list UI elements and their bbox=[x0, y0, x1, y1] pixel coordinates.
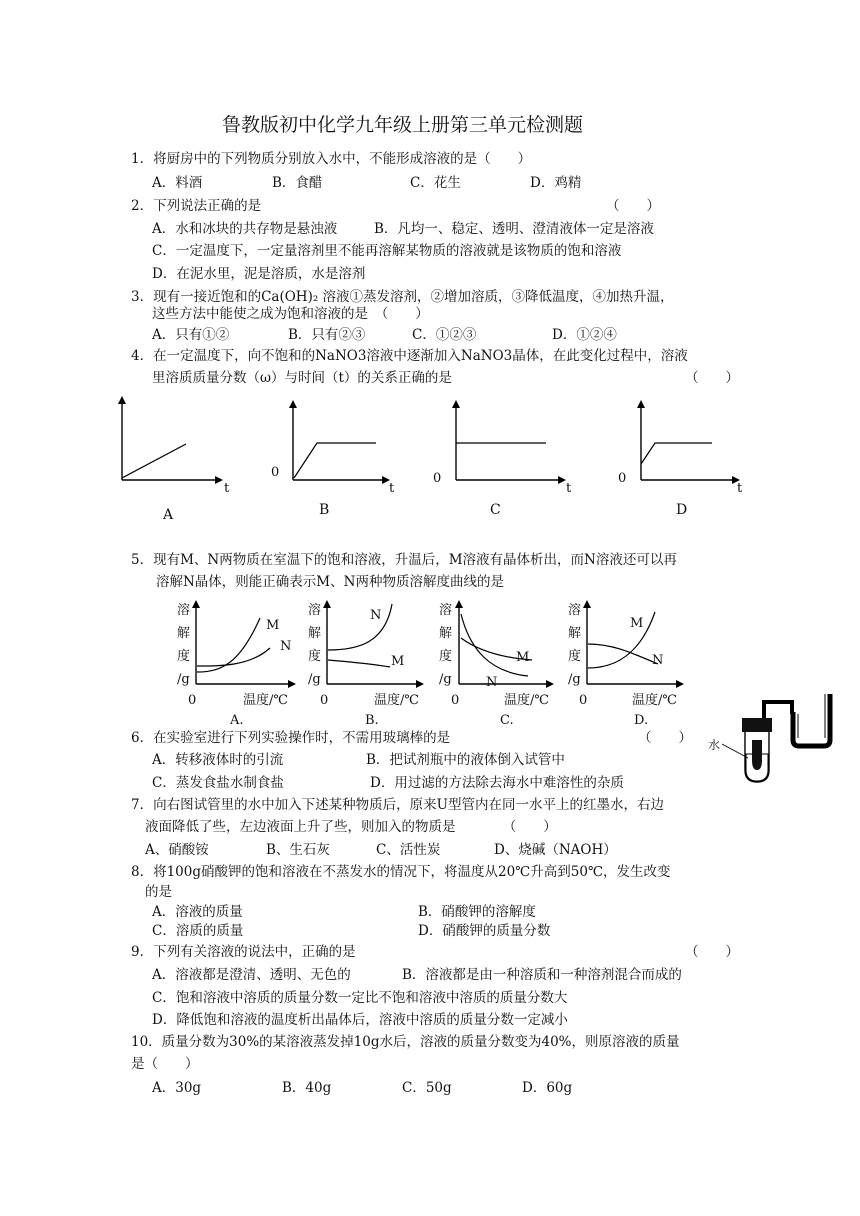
q5d-xlabel: 温度/℃ bbox=[632, 693, 677, 708]
page-title: 鲁教版初中化学九年级上册第三单元检测题 bbox=[222, 114, 584, 136]
q8-stem-line2: 的是 bbox=[145, 884, 172, 900]
apparatus-diagram bbox=[708, 694, 830, 782]
q5c-letter: C. bbox=[500, 713, 514, 728]
q4d-letter: D bbox=[676, 502, 688, 518]
q8-stem: 8．将100g硝酸钾的饱和溶液在不蒸发水的情况下，将温度从20℃升高到50℃，发生改变 bbox=[131, 864, 671, 880]
water-label: 水 bbox=[708, 738, 721, 752]
q10-stem: 10．质量分数为30%的某溶液蒸发掉10g水后，溶液的质量分数变为40%，则原溶液的质量 bbox=[131, 1034, 680, 1050]
q5b-y-arrow bbox=[323, 600, 331, 608]
q10-stem-line2: 是（ ） bbox=[131, 1056, 199, 1072]
q5a-origin: 0 bbox=[188, 693, 197, 708]
q5-graph-a bbox=[177, 600, 296, 728]
q5a-y4: /g bbox=[177, 672, 190, 687]
q6-stem: 6．在实验室进行下列实验操作时，不需用玻璃棒的是 bbox=[131, 730, 451, 746]
q5-graph-d bbox=[568, 600, 684, 728]
q4a-t-label: t bbox=[224, 481, 230, 496]
q8-option-b: B．硝酸钾的溶解度 bbox=[418, 904, 536, 920]
q8-option-a: A．溶液的质量 bbox=[152, 904, 243, 920]
q3-option-a: A．只有①② bbox=[152, 327, 230, 343]
q7-stem-line2: 液面降低了些，左边液面上升了些，则加入的物质是 （ ） bbox=[145, 819, 557, 835]
q5b-xlabel: 温度/℃ bbox=[374, 693, 419, 708]
q5a-letter: A. bbox=[230, 713, 244, 728]
q5b-origin: 0 bbox=[320, 693, 329, 708]
q1-option-a: A．料酒 bbox=[152, 175, 203, 191]
q5c-y2: 解 bbox=[439, 626, 453, 641]
q10-option-a: A．30g bbox=[152, 1080, 202, 1096]
q5c-y1: 溶 bbox=[439, 603, 453, 618]
q5b-y2: 解 bbox=[308, 626, 322, 641]
q9-option-b: B．溶液都是由一种溶质和一种溶剂混合而成的 bbox=[402, 967, 682, 983]
q10-option-c: C．50g bbox=[402, 1080, 452, 1096]
u-tube bbox=[793, 694, 830, 746]
q5a-label-m: M bbox=[266, 618, 280, 633]
q6-option-c: C．蒸发食盐水制食盐 bbox=[152, 775, 284, 791]
q5a-xlabel: 温度/℃ bbox=[243, 693, 288, 708]
q5b-y3: 度 bbox=[308, 649, 322, 664]
q5b-label-m: M bbox=[391, 654, 405, 669]
q5c-label-m: M bbox=[516, 650, 530, 665]
q5d-label-n: N bbox=[652, 653, 664, 668]
q9-option-a: A．溶液都是澄清、透明、无色的 bbox=[152, 967, 351, 983]
q2-option-b: B．凡均一、稳定、透明、澄清液体一定是溶液 bbox=[374, 221, 654, 237]
q3-stem-line2: 这些方法中能使之成为饱和溶液的是 （ ） bbox=[152, 306, 429, 322]
q4c-letter: C bbox=[490, 502, 501, 518]
q4-stem: 4．在一定温度下，向不饱和的NaNO3溶液中逐渐加入NaNO3晶体，在此变化过程中，溶液 bbox=[131, 348, 688, 364]
q5d-curve-m bbox=[588, 612, 655, 668]
q4b-letter: B bbox=[319, 502, 330, 518]
q8-option-c: C．溶质的质量 bbox=[152, 923, 244, 939]
q5c-y3: 度 bbox=[439, 649, 453, 664]
q5b-y4: /g bbox=[308, 672, 321, 687]
q4c-t-label: t bbox=[566, 481, 572, 496]
q5-graph-c bbox=[439, 600, 554, 728]
q5d-letter: D. bbox=[634, 713, 649, 728]
q10-option-b: B．40g bbox=[282, 1080, 332, 1096]
q9-stem: 9．下列有关溶液的说法中，正确的是 bbox=[131, 944, 356, 960]
q5a-curve-m bbox=[197, 618, 260, 672]
q5a-curve-n bbox=[197, 648, 270, 666]
q6-option-b: B．把试剂瓶中的液体倒入试管中 bbox=[366, 752, 565, 768]
q1-option-d: D．鸡精 bbox=[530, 175, 582, 191]
q4-paren: （ ） bbox=[685, 370, 739, 386]
inner-tube bbox=[752, 740, 762, 770]
q5b-label-n: N bbox=[370, 608, 382, 623]
q2-option-d: D．在泥水里，泥是溶质，水是溶剂 bbox=[152, 266, 366, 282]
q4a-letter: A bbox=[163, 507, 174, 523]
q5a-y1: 溶 bbox=[177, 603, 191, 618]
q5b-letter: B. bbox=[365, 713, 379, 728]
q5d-origin: 0 bbox=[579, 693, 588, 708]
q9-paren: （ ） bbox=[685, 944, 739, 960]
q5d-y4: /g bbox=[568, 672, 581, 687]
q3-option-d: D．①②④ bbox=[552, 327, 617, 343]
q1-stem: 1．将厨房中的下列物质分别放入水中，不能形成溶液的是（ ） bbox=[131, 151, 532, 167]
q5d-y2: 解 bbox=[568, 626, 582, 641]
q10-option-d: D．60g bbox=[522, 1080, 573, 1096]
q5-stem-line2: 溶解N晶体，则能正确表示M、N两种物质溶解度曲线的是 bbox=[156, 574, 504, 590]
q7-option-c: C、活性炭 bbox=[376, 842, 441, 858]
q5-graph-b bbox=[308, 600, 424, 728]
q5a-x-arrow bbox=[288, 680, 296, 688]
q9-option-c: C．饱和溶液中溶质的质量分数一定比不饱和溶液中溶质的质量分数大 bbox=[152, 990, 568, 1006]
q5b-x-arrow bbox=[416, 680, 424, 688]
q5d-label-m: M bbox=[630, 616, 644, 631]
q5-stem: 5．现有M、N两物质在室温下的饱和溶液，升温后，M溶液有晶体析出，而N溶液还可以再 bbox=[131, 552, 677, 568]
q2-option-c: C．一定温度下，一定量溶剂里不能再溶解某物质的溶液就是该物质的饱和溶液 bbox=[152, 243, 622, 259]
q6-option-a: A．转移液体时的引流 bbox=[152, 752, 284, 768]
q5d-x-arrow bbox=[676, 680, 684, 688]
q8-option-d: D．硝酸钾的质量分数 bbox=[418, 923, 551, 939]
q7-option-d: D、烧碱（NAOH） bbox=[494, 842, 617, 858]
q3-stem: 3．现有一接近饱和的Ca(OH)₂ 溶液①蒸发溶剂，②增加溶质，③降低温度，④加热升温， bbox=[131, 289, 674, 305]
q3-option-c: C．①②③ bbox=[412, 327, 477, 343]
q4d-t-label: t bbox=[737, 481, 743, 496]
connecting-tube bbox=[764, 702, 792, 718]
water-pointer-line bbox=[722, 744, 748, 758]
q9-option-d: D．降低饱和溶液的温度析出晶体后，溶液中溶质的质量分数一定减小 bbox=[152, 1012, 568, 1028]
q5c-origin: 0 bbox=[451, 693, 460, 708]
q5a-y-arrow bbox=[192, 600, 200, 608]
q5d-y1: 溶 bbox=[568, 603, 582, 618]
q5c-label-n: N bbox=[486, 675, 498, 690]
q5b-curve-m bbox=[328, 660, 390, 667]
q2-option-a: A．水和冰块的共存物是悬浊液 bbox=[152, 221, 338, 237]
q5d-y-arrow bbox=[583, 600, 591, 608]
q4b-t-label: t bbox=[389, 481, 395, 496]
q7-option-b: B、生石灰 bbox=[266, 842, 330, 858]
stopper bbox=[742, 718, 772, 732]
q5b-curve-n bbox=[328, 604, 392, 650]
q4b-origin: 0 bbox=[271, 465, 280, 480]
q7-option-a: A、硝酸铵 bbox=[145, 842, 209, 858]
q2-paren: （ ） bbox=[606, 198, 660, 214]
q4c-origin: 0 bbox=[433, 471, 442, 486]
q1-option-b: B．食醋 bbox=[272, 175, 323, 191]
q5c-y-arrow bbox=[455, 600, 463, 608]
q7-stem: 7．向右图试管里的水中加入下述某种物质后，原来U型管内在同一水平上的红墨水，右边 bbox=[131, 797, 664, 813]
q4d-origin: 0 bbox=[618, 471, 627, 486]
q5a-y2: 解 bbox=[177, 626, 191, 641]
q2-stem: 2．下列说法正确的是 bbox=[131, 198, 262, 214]
q5c-x-arrow bbox=[546, 680, 554, 688]
q5b-y1: 溶 bbox=[308, 603, 322, 618]
q1-option-c: C．花生 bbox=[410, 175, 461, 191]
q5d-y3: 度 bbox=[568, 649, 582, 664]
q6-option-d: D．用过滤的方法除去海水中难溶性的杂质 bbox=[370, 775, 624, 791]
q6-paren: （ ） bbox=[638, 730, 692, 746]
q5c-y4: /g bbox=[439, 672, 452, 687]
q3-option-b: B．只有②③ bbox=[288, 327, 366, 343]
q5a-label-n: N bbox=[280, 639, 292, 654]
q5d-curve-n bbox=[588, 644, 658, 664]
q4-stem-line2: 里溶质质量分数（ω）与时间（t）的关系正确的是 bbox=[152, 370, 452, 386]
q5c-xlabel: 温度/℃ bbox=[504, 693, 549, 708]
q5a-y3: 度 bbox=[177, 649, 191, 664]
